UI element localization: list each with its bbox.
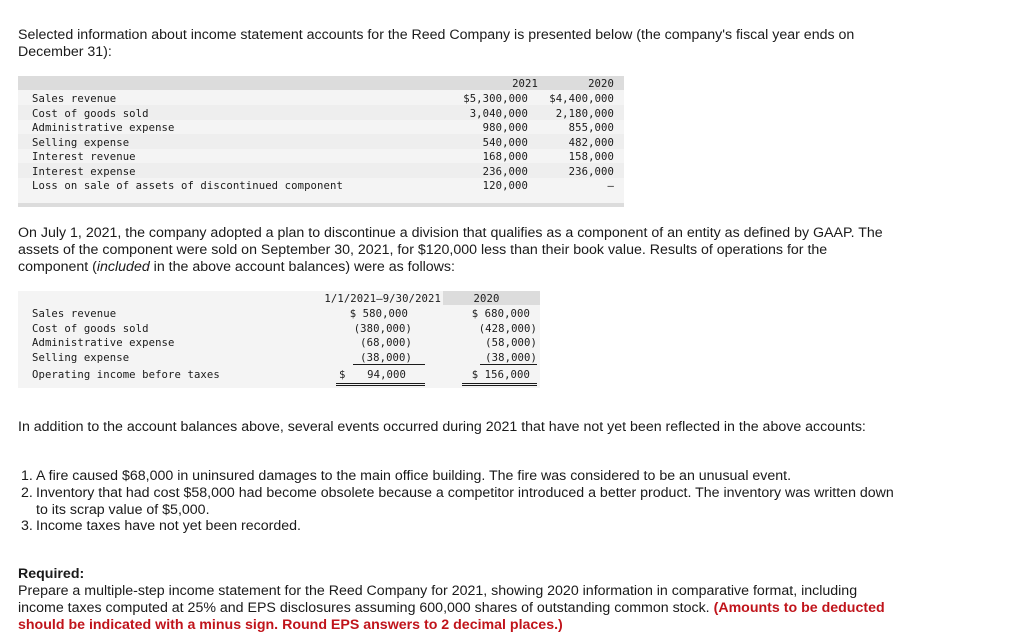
value-2021: (68,000)	[360, 337, 412, 349]
value-2020: (58,000)	[485, 337, 537, 349]
row-label: Administrative expense	[32, 122, 175, 134]
row-label: Cost of goods sold	[32, 107, 149, 120]
value-2020: (38,000)	[485, 351, 537, 364]
total-double-rule	[336, 385, 425, 386]
value-2020: 482,000	[568, 136, 614, 149]
row-label: Interest revenue	[32, 151, 136, 163]
value-2020: 236,000	[568, 165, 614, 178]
item-number: 3.	[21, 518, 33, 534]
value-2021: 168,000	[482, 151, 528, 163]
total-double-rule	[462, 385, 537, 386]
value-2020: 158,000	[568, 151, 614, 163]
item-number: 1.	[21, 468, 33, 484]
subtotal-rule	[353, 364, 425, 365]
item-text: Inventory that had cost $58,000 had become obsolete because a competitor introduced a better product. The inventory was written down to its scrap value of $5,000.	[36, 485, 894, 518]
value-2020: 855,000	[568, 122, 614, 134]
value-2020: $ 680,000	[471, 308, 530, 320]
row-label: Selling expense	[32, 351, 130, 364]
value-2021: 3,040,000	[469, 107, 528, 120]
item-number: 2.	[21, 485, 33, 501]
col-header-2020: 2020	[588, 78, 614, 90]
value-2021: 236,000	[482, 165, 528, 178]
value-2021: 980,000	[482, 122, 528, 134]
row-label: Interest expense	[32, 165, 136, 178]
intro-paragraph: Selected information about income statement accounts for the Reed Company is presented below (the company's fiscal year ends on December 31):	[18, 27, 855, 60]
value-2021: $5,300,000	[463, 93, 528, 105]
row-label: Sales revenue	[32, 93, 117, 105]
value-2020: $4,400,000	[549, 93, 614, 105]
value-2021: (38,000)	[360, 351, 412, 364]
row-label: Cost of goods sold	[32, 322, 149, 335]
value-2021: 120,000	[482, 180, 528, 192]
subtotal-rule	[480, 364, 537, 365]
value-2020: 2,180,000	[555, 107, 614, 120]
col-header-2021-period: 1/1/2021–9/30/2021	[324, 293, 441, 305]
component-results-table	[18, 291, 540, 388]
discontinued-component-paragraph: On July 1, 2021, the company adopted a plan to discontinue a division that qualifies as a component of an entity as defined by GAAP. The assets of the component were sold on September 30, 2021, for $120,000 less than their book value. Results of operations for the component (included in the above account balances) were as follows:	[18, 225, 883, 275]
value-2020: –	[607, 180, 614, 192]
row-label: Administrative expense	[32, 337, 175, 349]
value-2020: $ 156,000	[471, 369, 530, 381]
row-label: Sales revenue	[32, 308, 117, 320]
value-2021: $ 580,000	[349, 308, 408, 320]
additional-events-paragraph: In addition to the account balances above, several events occurred during 2021 that have not yet been reflected in the above accounts:	[18, 419, 866, 435]
account-balances-table	[18, 76, 624, 207]
row-label: Selling expense	[32, 136, 130, 149]
value-2020: (428,000)	[478, 322, 537, 335]
col-header-2020: 2020	[473, 293, 500, 305]
dollar-sign: $	[339, 369, 346, 381]
required-section	[18, 566, 898, 634]
col-header-2021: 2021	[512, 78, 538, 90]
total-double-rule	[336, 383, 425, 384]
value-2021: (380,000)	[353, 322, 412, 335]
row-label: Loss on sale of assets of discontinued component	[32, 180, 343, 192]
required-heading: Required:	[18, 566, 85, 582]
item-text: A fire caused $68,000 in uninsured damages to the main office building. The fire was considered to be an unusual event.	[36, 468, 792, 484]
value-2021: 540,000	[482, 136, 528, 149]
required-text: Prepare a multiple-step income statement for the Reed Company for 2021, showing 2020 information in comparative format, including income taxes computed at 25% and EPS disclosures assuming 600,000 shares of outstanding common stock. (Amounts to be deducted should be indicated with a minus sign. Round EPS answers to 2 decimal places.)	[18, 583, 885, 633]
value-2021: 94,000	[367, 369, 406, 381]
total-double-rule	[462, 383, 537, 384]
required-note: (Amounts to be deducted should be indicated with a minus sign. Round EPS answers to 2 decimal places.)	[18, 600, 885, 633]
row-label: Operating income before taxes	[32, 369, 220, 381]
item-text: Income taxes have not yet been recorded.	[36, 518, 301, 534]
